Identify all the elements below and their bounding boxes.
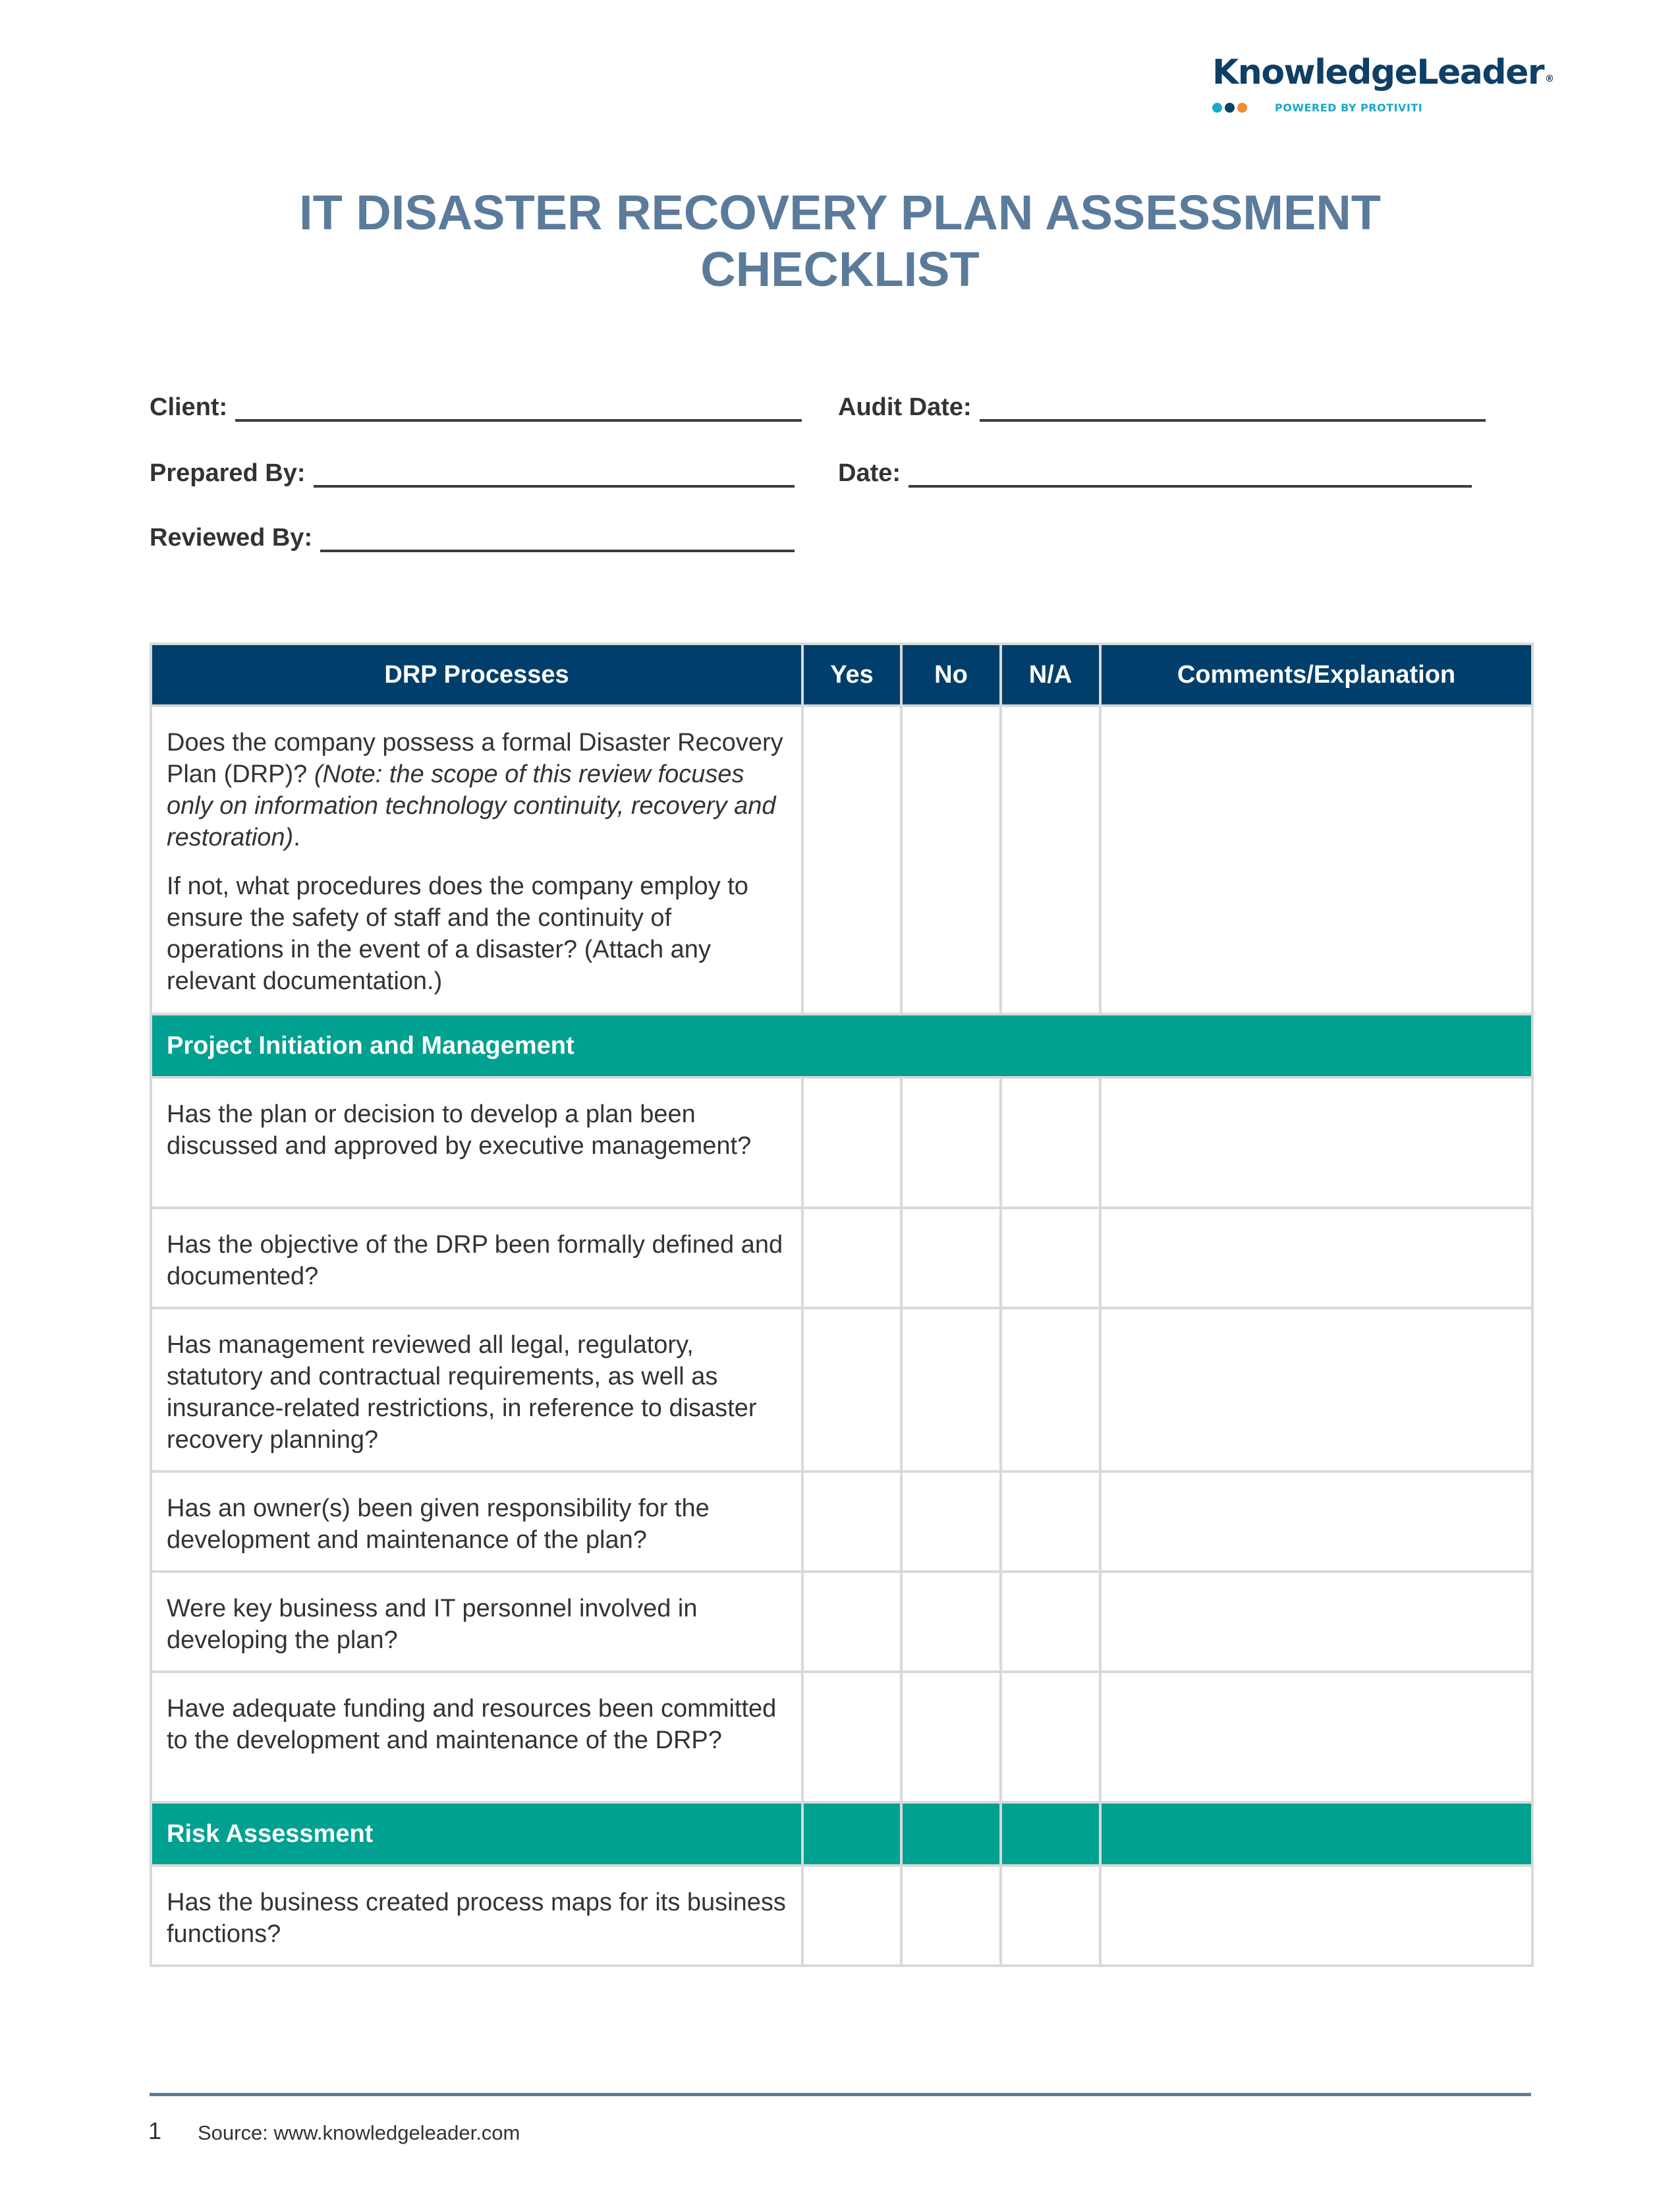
table-row bbox=[151, 1471, 1532, 1572]
header-no: No bbox=[901, 644, 1001, 706]
question-cell: Has the plan or decision to develop a plan been discussed and approved by executive management? bbox=[151, 1077, 802, 1208]
audit-date-input[interactable] bbox=[980, 395, 1486, 422]
page-number: 1 bbox=[148, 2117, 162, 2144]
comments-cell[interactable] bbox=[1100, 1077, 1532, 1208]
na-cell[interactable] bbox=[1001, 1672, 1100, 1802]
na-cell[interactable] bbox=[1001, 1077, 1100, 1208]
comments-cell[interactable] bbox=[1100, 1572, 1532, 1672]
table-row bbox=[151, 1077, 1532, 1208]
reviewed-by-field bbox=[150, 519, 795, 552]
header-comments: Comments/Explanation bbox=[1100, 644, 1532, 706]
reviewed-by-input[interactable] bbox=[320, 526, 795, 552]
table-row bbox=[151, 1308, 1532, 1471]
comments-cell[interactable] bbox=[1100, 1208, 1532, 1308]
knowledgeleader-logo bbox=[1212, 53, 1554, 114]
na-cell[interactable] bbox=[1001, 1866, 1100, 1966]
reviewed-by-label: Reviewed By: bbox=[150, 524, 313, 552]
question-cell: Have adequate funding and resources been committed to the development and maintenance of the DRP? bbox=[151, 1672, 802, 1802]
checklist-table bbox=[150, 642, 1534, 1967]
no-cell[interactable] bbox=[901, 1471, 1001, 1572]
client-label: Client: bbox=[150, 393, 228, 421]
date-label: Date: bbox=[838, 459, 901, 487]
comments-cell[interactable] bbox=[1100, 1308, 1532, 1471]
na-cell[interactable] bbox=[1001, 706, 1100, 1014]
no-cell[interactable] bbox=[901, 1572, 1001, 1672]
prepared-by-input[interactable] bbox=[314, 461, 795, 488]
logo-tagline: POWERED BY PROTIVITI bbox=[1275, 101, 1423, 114]
yes-cell[interactable] bbox=[802, 1572, 901, 1672]
na-cell[interactable] bbox=[1001, 1308, 1100, 1471]
yes-cell[interactable] bbox=[802, 1866, 901, 1966]
comments-cell[interactable] bbox=[1100, 1471, 1532, 1572]
comments-cell[interactable] bbox=[1100, 1866, 1532, 1966]
yes-cell[interactable] bbox=[802, 1471, 901, 1572]
question-cell: Has management reviewed all legal, regulatory, statutory and contractual requirements, as well as insurance-related restrictions, in reference to disaster recovery planning? bbox=[151, 1308, 802, 1471]
no-cell[interactable] bbox=[901, 1077, 1001, 1208]
no-cell[interactable] bbox=[901, 1672, 1001, 1802]
comments-cell[interactable] bbox=[1100, 706, 1532, 1014]
prepared-by-field bbox=[150, 455, 795, 488]
audit-date-label: Audit Date: bbox=[838, 393, 972, 421]
table-row bbox=[151, 706, 1532, 1014]
header-drp-processes: DRP Processes bbox=[151, 644, 802, 706]
yes-cell[interactable] bbox=[802, 1672, 901, 1802]
question-cell: Has the objective of the DRP been formally defined and documented? bbox=[151, 1208, 802, 1308]
question-cell: Does the company possess a formal Disaster Recovery Plan (DRP)? (Note: the scope of this review focuses only on information technology continuity, recovery and restoration). If not, what procedures does the company employ to ensure the safety of staff and the continuity of operations in the event of a disaster? (Attach any relevant documentation.) bbox=[151, 706, 802, 1014]
na-cell[interactable] bbox=[1001, 1208, 1100, 1308]
table-header-row bbox=[151, 644, 1532, 706]
no-cell[interactable] bbox=[901, 1308, 1001, 1471]
source-text: Source: www.knowledgeleader.com bbox=[198, 2121, 520, 2144]
header-yes: Yes bbox=[802, 644, 901, 706]
client-field bbox=[150, 389, 802, 422]
audit-date-field bbox=[838, 389, 1486, 422]
question-cell: Has an owner(s) been given responsibility for the development and maintenance of the plan? bbox=[151, 1471, 802, 1572]
section-header-project-initiation: Project Initiation and Management bbox=[151, 1014, 1532, 1077]
date-input[interactable] bbox=[909, 461, 1472, 488]
logo-dot-navy-icon bbox=[1225, 103, 1235, 113]
yes-cell[interactable] bbox=[802, 1077, 901, 1208]
table-row bbox=[151, 1208, 1532, 1308]
footer-divider bbox=[150, 2093, 1531, 2096]
registered-mark: ® bbox=[1545, 74, 1554, 84]
logo-dot-orange-icon bbox=[1237, 103, 1247, 113]
prepared-by-label: Prepared By: bbox=[150, 459, 306, 487]
scope-note: (Note: the scope of this review focuses only on information technology continuity, recovery and restoration) bbox=[167, 760, 776, 851]
logo-tagline-row bbox=[1212, 101, 1528, 114]
date-field bbox=[838, 455, 1472, 488]
no-cell[interactable] bbox=[901, 1866, 1001, 1966]
yes-cell[interactable] bbox=[802, 1208, 901, 1308]
yes-cell[interactable] bbox=[802, 706, 901, 1014]
yes-cell[interactable] bbox=[802, 1308, 901, 1471]
no-cell[interactable] bbox=[901, 706, 1001, 1014]
client-input[interactable] bbox=[235, 395, 802, 422]
section-header-risk-assessment: Risk Assessment bbox=[151, 1802, 1532, 1866]
logo-dot-cyan-icon bbox=[1212, 103, 1222, 113]
na-cell[interactable] bbox=[1001, 1572, 1100, 1672]
table-row bbox=[151, 1866, 1532, 1966]
table-row bbox=[151, 1672, 1532, 1802]
logo-wordmark: KnowledgeLeader ® bbox=[1212, 53, 1554, 92]
question-cell: Has the business created process maps for its business functions? bbox=[151, 1866, 802, 1966]
question-cell: Were key business and IT personnel involved in developing the plan? bbox=[151, 1572, 802, 1672]
document-title: IT DISASTER RECOVERY PLAN ASSESSMENT CHECKLIST bbox=[299, 185, 1381, 297]
header-na: N/A bbox=[1001, 644, 1100, 706]
na-cell[interactable] bbox=[1001, 1471, 1100, 1572]
table-row bbox=[151, 1572, 1532, 1672]
no-cell[interactable] bbox=[901, 1208, 1001, 1308]
comments-cell[interactable] bbox=[1100, 1672, 1532, 1802]
